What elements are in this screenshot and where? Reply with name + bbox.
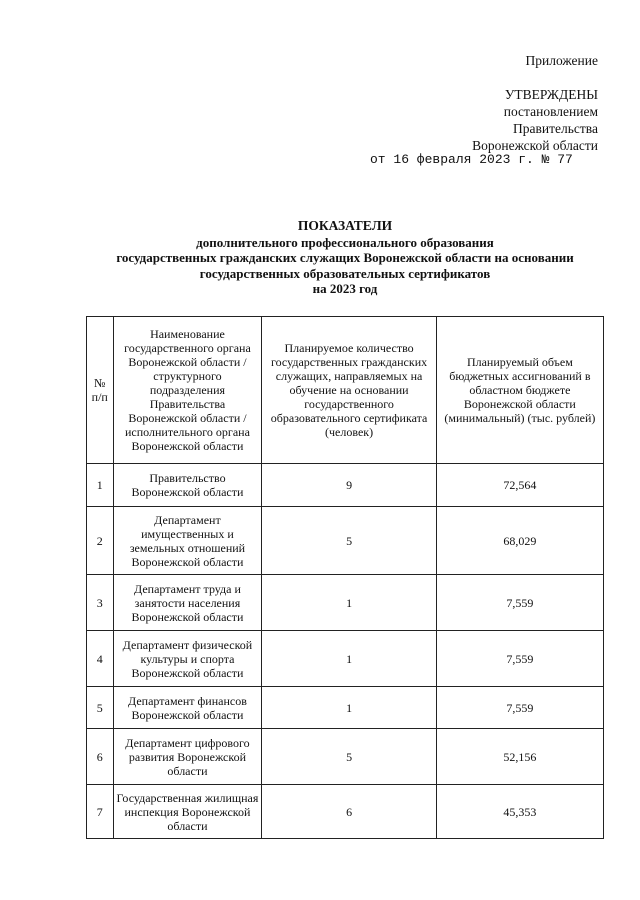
row-count: 5 [262, 729, 436, 785]
row-amount: 7,559 [436, 631, 603, 687]
approved-by-line: Воронежской области [472, 138, 598, 153]
row-count: 5 [262, 507, 436, 575]
row-org: Департамент цифрового развития Воронежской области [113, 729, 262, 785]
title-line: государственных гражданских служащих Воронежской области на основании [116, 250, 574, 265]
title-main: ПОКАЗАТЕЛИ [297, 218, 393, 233]
table-row [87, 575, 604, 631]
title-line: государственных образовательных сертификатов [199, 265, 491, 281]
approval-header [472, 52, 598, 154]
row-count: 1 [262, 631, 436, 687]
document-title [40, 218, 640, 297]
row-amount: 52,156 [436, 729, 603, 785]
table-row [87, 687, 604, 729]
row-count: 1 [262, 687, 436, 729]
row-num: 4 [87, 631, 114, 687]
table-header-row [87, 317, 604, 464]
header-amount: Планируемый объем бюджетных ассигнований в областном бюджете Воронежской области (минимальный) (тыс. рублей) [436, 317, 603, 464]
row-org: Департамент имущественных и земельных отношений Воронежской области [113, 507, 262, 575]
header-org: Наименование государственного органа Воронежской области / структурного подразделения Правительства Воронежской области / исполнительного органа Воронежской области [113, 317, 262, 464]
indicators-table [86, 316, 604, 839]
row-org: Государственная жилищная инспекция Воронежской области [113, 785, 262, 839]
row-num: 7 [87, 785, 114, 839]
row-org: Департамент физической культуры и спорта Воронежской области [113, 631, 262, 687]
table-row [87, 785, 604, 839]
row-org: Департамент труда и занятости населения Воронежской области [113, 575, 262, 631]
header-count: Планируемое количество государственных гражданских служащих, направляемых на обучение на основании государственного образовательного сертификата (человек) [262, 317, 436, 464]
row-num: 1 [87, 464, 114, 507]
table-row [87, 507, 604, 575]
row-org: Департамент финансов Воронежской области [113, 687, 262, 729]
title-line: дополнительного профессионального образования [196, 234, 494, 250]
table-row [87, 464, 604, 507]
approved-by-line: Правительства [513, 121, 598, 136]
row-amount: 45,353 [436, 785, 603, 839]
table-row [87, 729, 604, 785]
row-amount: 72,564 [436, 464, 603, 507]
row-num: 5 [87, 687, 114, 729]
table-row [87, 631, 604, 687]
row-num: 3 [87, 575, 114, 631]
header-num: № п/п [87, 317, 114, 464]
title-line: на 2023 год [312, 281, 378, 296]
appendix-label: Приложение [525, 53, 598, 68]
row-org: Правительство Воронежской области [113, 464, 262, 507]
row-count: 1 [262, 575, 436, 631]
approved-by-line: постановлением [503, 104, 598, 119]
approved-label: УТВЕРЖДЕНЫ [504, 87, 598, 102]
resolution-date: от 16 февраля 2023 г. № 77 [370, 152, 573, 167]
row-num: 2 [87, 507, 114, 575]
row-amount: 7,559 [436, 687, 603, 729]
row-count: 6 [262, 785, 436, 839]
row-num: 6 [87, 729, 114, 785]
row-amount: 7,559 [436, 575, 603, 631]
row-amount: 68,029 [436, 507, 603, 575]
row-count: 9 [262, 464, 436, 507]
